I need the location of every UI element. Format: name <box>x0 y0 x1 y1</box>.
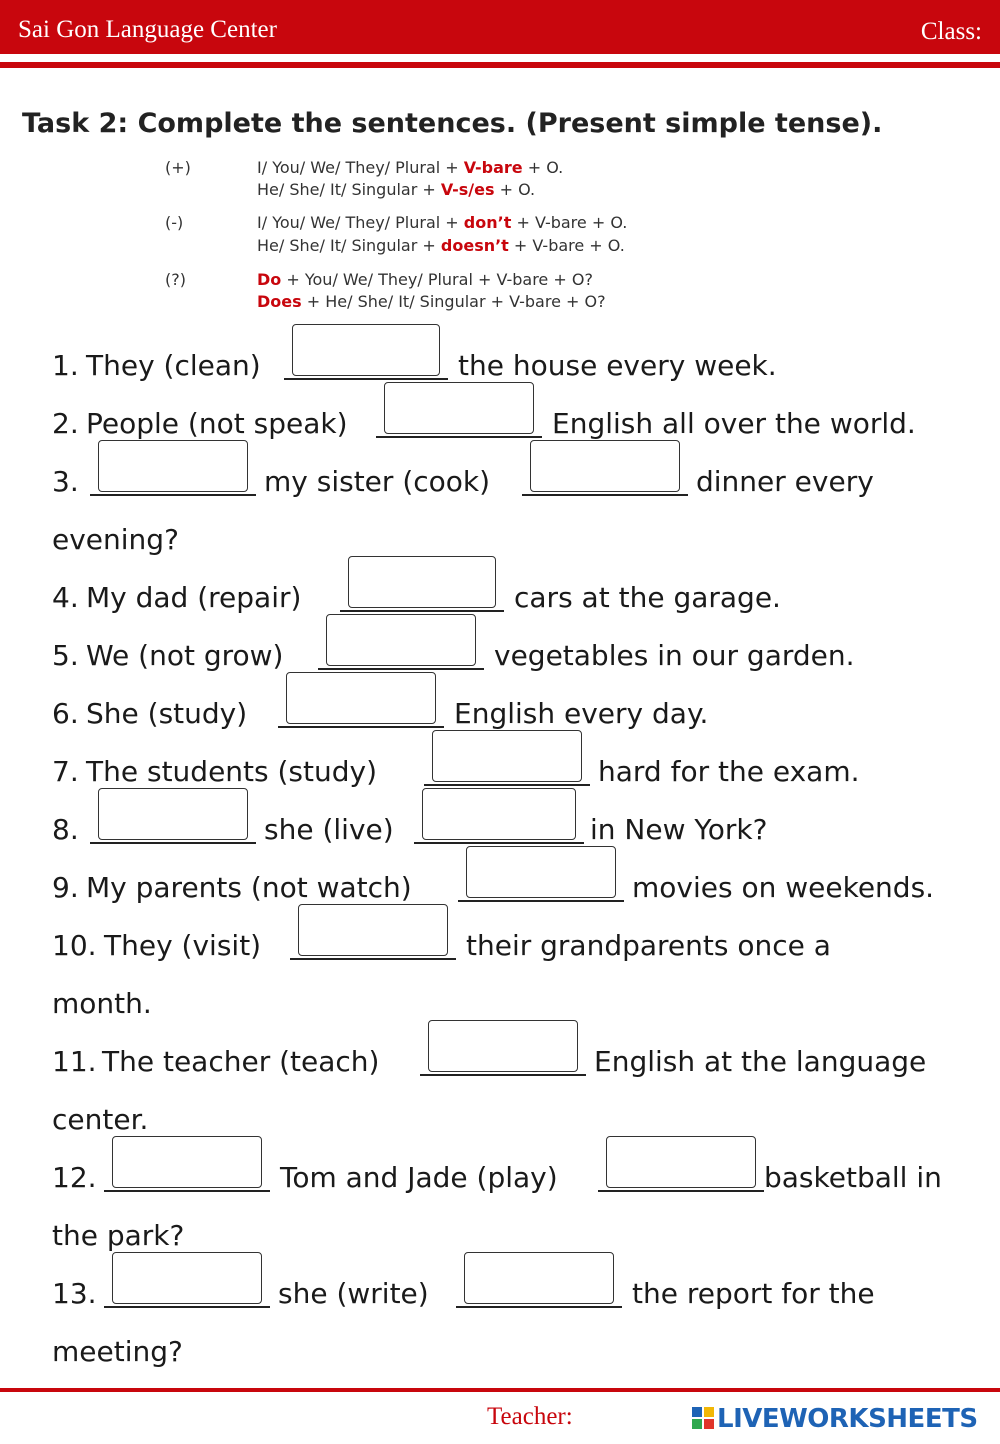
exercise-text: hard for the exam. <box>598 755 860 788</box>
exercise-text: she (write) <box>278 1277 429 1310</box>
exercise-text: English all over the world. <box>552 407 916 440</box>
exercise-text: Tom and Jade (play) <box>280 1161 558 1194</box>
rule-sign-question: (?) <box>165 270 186 289</box>
rule-negative-line1: I/ You/ We/ They/ Plural + don’t + V-bare + O. <box>257 213 628 232</box>
exercise-text: The students (study) <box>86 755 378 788</box>
exercise-text: in New York? <box>590 813 768 846</box>
exercise-text: basketball in <box>764 1161 942 1194</box>
answer-blank[interactable] <box>340 556 504 618</box>
class-label: Class: <box>920 18 982 45</box>
exercise-text: their grandparents once a <box>466 929 831 962</box>
header-title: Sai Gon Language Center <box>18 16 277 43</box>
exercise-number: 8. <box>52 813 79 846</box>
header-divider <box>0 62 1000 68</box>
answer-blank[interactable] <box>598 1136 764 1198</box>
exercise-text: My parents (not watch) <box>86 871 412 904</box>
exercise-text: She (study) <box>86 697 248 730</box>
rule-positive-line1: I/ You/ We/ They/ Plural + V-bare + O. <box>257 158 564 177</box>
exercise-number: 6. <box>52 697 79 730</box>
exercise-number: 3. <box>52 465 79 498</box>
exercise-text: My dad (repair) <box>86 581 302 614</box>
exercise-number: 13. <box>52 1277 97 1310</box>
exercise-number: 1. <box>52 349 79 382</box>
exercise-text: They (clean) <box>86 349 261 382</box>
exercise-text: she (live) <box>264 813 394 846</box>
exercise-text: They (visit) <box>104 929 262 962</box>
exercise-number: 4. <box>52 581 79 614</box>
answer-blank[interactable] <box>318 614 484 676</box>
exercise-text: We (not grow) <box>86 639 284 672</box>
exercise-text: the house every week. <box>458 349 777 382</box>
liveworksheets-logo[interactable] <box>692 1404 978 1434</box>
answer-blank[interactable] <box>90 788 256 850</box>
exercise-number: 7. <box>52 755 79 788</box>
rule-question-line2: Does + He/ She/ It/ Singular + V-bare + O? <box>257 292 606 311</box>
exercise-number: 5. <box>52 639 79 672</box>
answer-blank[interactable] <box>456 1252 622 1314</box>
exercise-text: English at the language <box>594 1045 927 1078</box>
answer-blank[interactable] <box>376 382 542 444</box>
teacher-label: Teacher: <box>487 1403 573 1430</box>
exercise-number: 9. <box>52 871 79 904</box>
answer-blank[interactable] <box>104 1136 270 1198</box>
exercise-text: the report for the <box>632 1277 875 1310</box>
exercise-text: dinner every <box>696 465 874 498</box>
exercise-text: The teacher (teach) <box>102 1045 380 1078</box>
answer-blank[interactable] <box>278 672 444 734</box>
liveworksheets-icon <box>692 1407 714 1431</box>
exercise-text: vegetables in our garden. <box>494 639 855 672</box>
answer-blank[interactable] <box>522 440 688 502</box>
exercise-text: my sister (cook) <box>264 465 491 498</box>
exercise-text: English every day. <box>454 697 709 730</box>
answer-blank[interactable] <box>104 1252 270 1314</box>
exercise-text: month. <box>52 987 152 1020</box>
rule-question-line1: Do + You/ We/ They/ Plural + V-bare + O? <box>257 270 593 289</box>
footer-divider <box>0 1388 1000 1392</box>
answer-blank[interactable] <box>420 1020 586 1082</box>
exercise-text: meeting? <box>52 1335 183 1368</box>
exercise-text: cars at the garage. <box>514 581 781 614</box>
exercise-number: 11. <box>52 1045 97 1078</box>
rule-negative-line2: He/ She/ It/ Singular + doesn’t + V-bare + O. <box>257 236 625 255</box>
answer-blank[interactable] <box>90 440 256 502</box>
answer-blank[interactable] <box>284 324 448 386</box>
rule-sign-positive: (+) <box>165 158 191 177</box>
exercise-text: center. <box>52 1103 149 1136</box>
rule-positive-line2: He/ She/ It/ Singular + V-s/es + O. <box>257 180 536 199</box>
exercise-text: the park? <box>52 1219 185 1252</box>
exercise-number: 2. <box>52 407 79 440</box>
rule-sign-negative: (-) <box>165 213 184 232</box>
answer-blank[interactable] <box>458 846 624 908</box>
task-title: Task 2: Complete the sentences. (Present simple tense). <box>22 108 883 139</box>
answer-blank[interactable] <box>290 904 456 966</box>
brand-name: LIVEWORKSHEETS <box>717 1404 978 1434</box>
exercise-text: evening? <box>52 523 179 556</box>
exercise-number: 12. <box>52 1161 97 1194</box>
answer-blank[interactable] <box>414 788 584 850</box>
answer-blank[interactable] <box>424 730 590 792</box>
exercise-text: movies on weekends. <box>632 871 935 904</box>
exercise-number: 10. <box>52 929 97 962</box>
exercise-text: People (not speak) <box>86 407 348 440</box>
